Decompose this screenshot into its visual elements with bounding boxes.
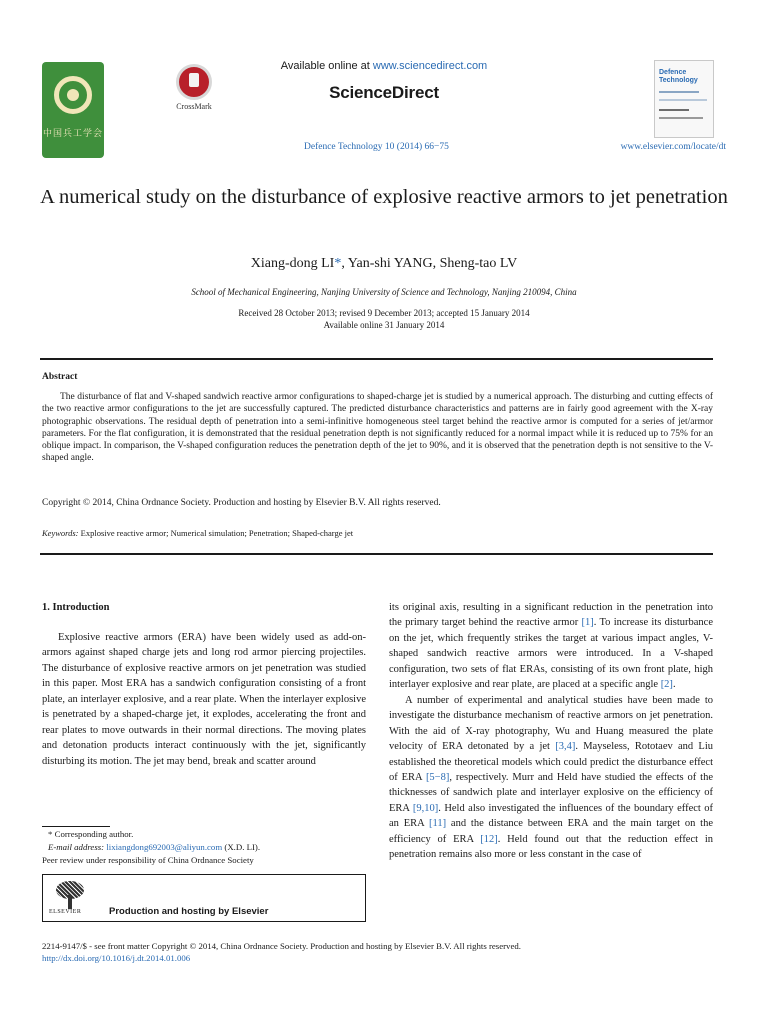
right-column (389, 600, 713, 863)
abstract-heading: Abstract (42, 372, 78, 382)
citation-link[interactable]: [12] (480, 833, 498, 845)
cover-title (659, 69, 698, 85)
elsevier-tree-icon (53, 881, 87, 909)
text-run: A number of experimental and analytical studies have been made to investigate the disturbance mechanism of reactive armors on jet penetration. With the aid of X-ray photography, Wu and Huang measured the plate velocity of ERA detonated by a jet (389, 694, 713, 753)
text-run: . Held found out that the reduction effect in penetration remains also more or less constant in the case of (389, 833, 713, 861)
email-line (42, 841, 366, 854)
citation-link[interactable]: [9,10] (412, 802, 439, 814)
keywords (42, 528, 353, 538)
doi-link[interactable]: http://dx.doi.org/10.1016/j.dt.2014.01.006 (42, 953, 191, 963)
cover-title-line2: Technology (659, 77, 698, 84)
elsevier-logo-label: ELSEVIER (49, 909, 82, 915)
abstract-top-rule (40, 358, 713, 360)
abstract-text: The disturbance of flat and V-shaped sandwich reactive armor configurations to shaped-charge jet is studied by a numerical approach. The disturbing and cutting effects of the two reactive armor configurations to the jet are successfully captured. The predicted disturbance characteristics and patterns are in fairly good agreement with the X-ray photographic observations. The residual depth of penetration into a semi-infinitive homogeneous steel target behind the reactive armor is computed for a series of jet/armor parameters. For the flat configuration, it is demonstrated that the residual penetration depth is not significantly reduced for a normal impact while it is reduced up to 75% for an oblique impact. In comparison, the V-shaped configuration reduces the penetration depth of the jet to 90%, and it is observed that the penetration depth is not sensitive to the V-shaped angle. (42, 392, 713, 464)
intro-paragraph-1: Explosive reactive armors (ERA) have been widely used as add-on-armors against shaped charge jets and long rod armor piercing projectiles. The disturbance of explosive reactive armors on jet penetration was studied in this paper. Most ERA has a sandwich configuration consisting of a front plate, an interlayer explosive, and a rear plate. When the interlayer explosive is penetrated by a shaped-charge jet, it explodes, accelerating the front and rear plates to move outwards in their normal directions. The moving plates and detonation products interact continuously with the jet, significantly disturbing its motion. The jet may bend, break and scatter around (42, 632, 366, 767)
corresponding-author-mark[interactable]: * (334, 256, 342, 271)
cover-decoration (659, 91, 699, 93)
text-run: and the distance between ERA and the main target on the efficiency of ERA (389, 818, 713, 845)
affiliation: School of Mechanical Engineering, Nanjing University of Science and Technology, Nanjing 210094, China (191, 287, 577, 297)
citation-link[interactable]: [3,4] (555, 741, 576, 753)
text-run: . To increase its disturbance on the jet, which frequently strikes the target at various impact angles, V-shaped sandwich reactive armors were introduced. In a V-shaped configuration, two sets of flat ERAs, consisting of its own front plate, high interlayer explosive and rear plate, are placed at a specific angle (389, 617, 714, 691)
first-author: Xiang-dong LI (250, 256, 335, 271)
email-label: E-mail address: (48, 842, 107, 852)
cover-title-line1: Defence (659, 69, 687, 76)
article-dates (0, 307, 768, 331)
cover-decoration (659, 109, 689, 111)
received-dates: Received 28 October 2013; revised 9 December 2013; accepted 15 January 2014 (238, 308, 530, 318)
society-logo (42, 62, 104, 158)
front-matter-note (42, 940, 521, 964)
sciencedirect-brand: ScienceDirect (329, 83, 439, 102)
peer-review-note: Peer review under responsibility of China Ordnance Society (42, 855, 254, 865)
keywords-list: Explosive reactive armor; Numerical simulation; Penetration; Shaped-charge jet (78, 528, 354, 538)
crossmark-label: CrossMark (176, 102, 212, 111)
sciencedirect-link[interactable]: www.sciencedirect.com (372, 60, 488, 72)
text-run: . Held also investigated the influences of the boundary effect of an ERA (389, 802, 714, 830)
email-suffix: (X.D. LI). (222, 842, 261, 852)
tree-trunk (68, 895, 72, 909)
society-logo-text: 中国兵工学会 (42, 129, 103, 139)
footnote (42, 828, 366, 867)
article-title: A numerical study on the disturbance of explosive reactive armors to jet penetration (40, 186, 728, 208)
keywords-label: Keywords: (42, 528, 79, 538)
text-run: its original axis, resulting in a significant reduction in the penetration into the primary target behind the reactive armor (389, 602, 713, 629)
available-online-date: Available online 31 January 2014 (323, 320, 445, 330)
journal-cover-thumbnail[interactable] (654, 60, 714, 138)
author-list (0, 256, 768, 272)
copyright-line: Copyright © 2014, China Ordnance Society. Production and hosting by Elsevier B.V. All rights reserved. (42, 498, 441, 508)
left-column (42, 630, 366, 769)
citation-link[interactable]: [5−8] (425, 771, 450, 783)
email-link[interactable]: lixiangdong692003@aliyun.com (106, 842, 223, 852)
journal-reference[interactable]: Defence Technology 10 (2014) 66−75 (304, 142, 449, 152)
citation-link[interactable]: [1] (581, 617, 594, 629)
section-heading-introduction: 1. Introduction (42, 602, 110, 613)
cover-decoration (659, 117, 703, 119)
cover-decoration (659, 99, 707, 101)
available-online (0, 60, 768, 72)
corresponding-author-note: * Corresponding author. (48, 829, 134, 839)
available-prefix: Available online at (280, 60, 373, 72)
text-run: , respectively. Murr and Held have studied the effects of the thicknesses of sandwich plate and interlayer explosive on the efficiency of ERA (389, 771, 713, 814)
journal-homepage-link[interactable]: www.elsevier.com/locate/dt (620, 142, 726, 152)
intro-paragraph-2 (389, 693, 713, 863)
footnote-rule (42, 826, 110, 827)
issn-line: 2214-9147/$ - see front matter Copyright © 2014, China Ordnance Society. Production and hosting by Elsevier B.V. All rights reserved. (42, 941, 521, 951)
elsevier-hosting-box (42, 874, 366, 922)
other-authors: , Yan-shi YANG, Sheng-tao LV (341, 256, 518, 271)
citation-link[interactable]: [11] (428, 818, 447, 830)
hosting-text: Production and hosting by Elsevier (109, 906, 269, 917)
citation-link[interactable]: [2] (660, 679, 673, 691)
text-run: . Mayseless, Rototaev and Liu established the theoretical models which could predict the disturbance effect of ERA (389, 741, 713, 783)
intro-paragraph-continued (389, 600, 713, 693)
text-run: . (672, 679, 676, 691)
abstract-bottom-rule (40, 553, 713, 555)
